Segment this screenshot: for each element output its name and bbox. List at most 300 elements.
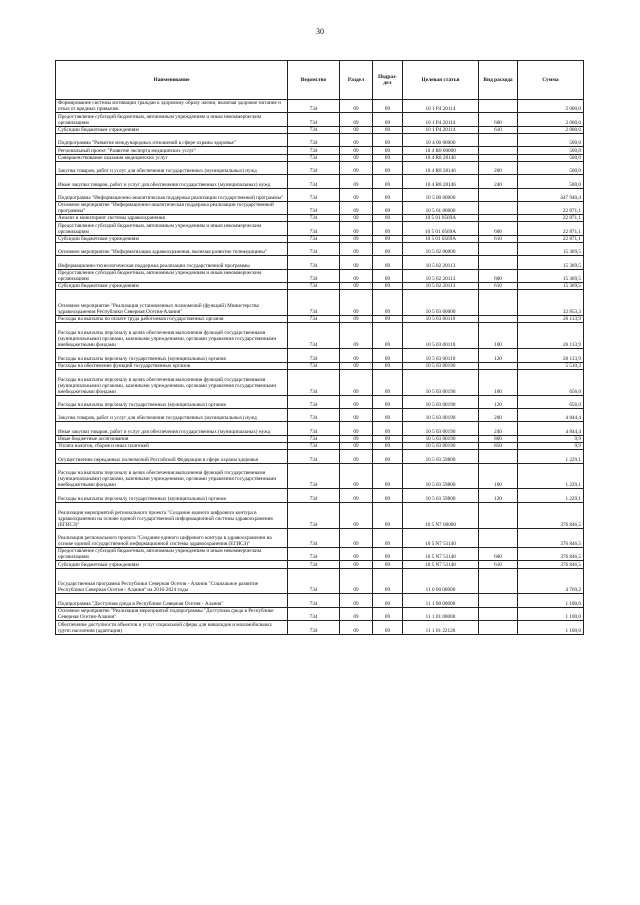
row-exp-type	[479, 528, 518, 548]
row-amount: 2 000,0	[518, 100, 584, 113]
table-row	[56, 215, 584, 222]
row-target: 10 4 R8 28146	[403, 154, 479, 161]
row-target: 10 5 01 00000	[403, 201, 479, 214]
row-exp-type: 100	[479, 463, 518, 489]
row-name: Осуществление переданных полномочий Российской Федерации в сфере охраны здоровья	[56, 450, 288, 463]
row-exp-type: 240	[479, 175, 518, 188]
row-amount: 26 113,9	[518, 349, 584, 362]
row-exp-type	[479, 188, 518, 201]
row-name: Реализация регионального проекта "Создание единого цифрового контура в здравоохранении на основе единой государственной информационной системы здравоохранения (ЕГИСЗ)"	[56, 528, 288, 548]
row-amount: 1 229,1	[518, 463, 584, 489]
row-dept: 734	[288, 316, 340, 323]
table-row	[56, 594, 584, 607]
row-section: 09	[340, 568, 373, 594]
row-amount: 9,9	[518, 442, 584, 449]
table-row	[56, 362, 584, 369]
row-amount: 1 100,0	[518, 594, 584, 607]
row-subsection: 09	[373, 235, 403, 242]
page-number: 30	[316, 27, 324, 36]
table-row	[56, 561, 584, 568]
row-amount: 22 871,1	[518, 215, 584, 222]
row-section: 09	[340, 369, 373, 395]
row-exp-type: 850	[479, 442, 518, 449]
row-section: 09	[340, 450, 373, 463]
row-exp-type: 610	[479, 126, 518, 133]
row-dept: 734	[288, 489, 340, 502]
row-dept: 734	[288, 235, 340, 242]
row-exp-type: 120	[479, 395, 518, 408]
row-dept: 734	[288, 323, 340, 349]
row-name: Субсидии бюджетным учреждениям	[56, 235, 288, 242]
row-target: 11 1 01 22120	[403, 621, 479, 634]
row-subsection: 09	[373, 215, 403, 222]
row-name: Субсидии бюджетным учреждениям	[56, 126, 288, 133]
row-subsection: 09	[373, 594, 403, 607]
table-row	[56, 607, 584, 620]
row-section: 09	[340, 349, 373, 362]
row-amount: 656,0	[518, 369, 584, 395]
table-row	[56, 369, 584, 395]
row-section: 09	[340, 161, 373, 174]
row-subsection: 09	[373, 323, 403, 349]
table-row	[56, 450, 584, 463]
row-exp-type: 120	[479, 489, 518, 502]
row-amount: 376 846,5	[518, 528, 584, 548]
table-row	[56, 188, 584, 201]
row-subsection: 09	[373, 607, 403, 620]
row-target: 10 4 00 00000	[403, 133, 479, 146]
table-row	[56, 489, 584, 502]
row-amount: 447 940,4	[518, 188, 584, 201]
row-target: 10 5 03 00190	[403, 442, 479, 449]
table-row	[56, 161, 584, 174]
row-target: 10 5 03 00000	[403, 290, 479, 316]
row-name: Государственная программа Республики Северная Осетия - Алания "Социальное развитие Республики Северная Осетия - Алания" на 2016-2024 годы	[56, 568, 288, 594]
table-row	[56, 463, 584, 489]
row-subsection: 09	[373, 621, 403, 634]
row-subsection: 09	[373, 283, 403, 290]
row-name: Уплата налогов, сборов и иных платежей	[56, 442, 288, 449]
row-dept: 734	[288, 362, 340, 369]
row-exp-type: 240	[479, 422, 518, 435]
row-exp-type: 100	[479, 369, 518, 395]
row-name: Предоставление субсидий бюджетным, автономным учреждениям и иным некоммерческим организациям	[56, 113, 288, 126]
row-amount: 376 846,5	[518, 561, 584, 568]
row-target: 10 5 02 20113	[403, 269, 479, 282]
row-exp-type	[479, 362, 518, 369]
row-section: 09	[340, 561, 373, 568]
table-row	[56, 243, 584, 256]
row-exp-type: 600	[479, 269, 518, 282]
row-amount: 22 871,1	[518, 222, 584, 235]
row-name: Расходы на обеспечение функций государственных органов	[56, 362, 288, 369]
row-subsection: 09	[373, 349, 403, 362]
row-section: 09	[340, 463, 373, 489]
table-row	[56, 621, 584, 634]
row-subsection: 09	[373, 113, 403, 126]
row-exp-type: 100	[479, 323, 518, 349]
row-exp-type	[479, 133, 518, 146]
row-amount: 15 369,5	[518, 269, 584, 282]
row-subsection: 09	[373, 528, 403, 548]
row-section: 09	[340, 256, 373, 269]
row-subsection: 09	[373, 100, 403, 113]
row-subsection: 09	[373, 290, 403, 316]
row-subsection: 09	[373, 369, 403, 395]
row-subsection: 09	[373, 269, 403, 282]
row-exp-type	[479, 256, 518, 269]
row-name: Иные бюджетные ассигнования	[56, 435, 288, 442]
row-dept: 734	[288, 188, 340, 201]
row-dept: 734	[288, 113, 340, 126]
row-subsection: 09	[373, 188, 403, 201]
row-name: Предоставление субсидий бюджетным, автономным учреждениям и иным некоммерческим организациям	[56, 222, 288, 235]
row-dept: 734	[288, 422, 340, 435]
row-dept: 734	[288, 133, 340, 146]
table-row	[56, 175, 584, 188]
row-target: 10 5 00 00000	[403, 188, 479, 201]
row-amount: 2 000,0	[518, 113, 584, 126]
row-section: 09	[340, 113, 373, 126]
row-target: 10 5 03 00110	[403, 349, 479, 362]
row-amount: 376 846,5	[518, 502, 584, 528]
row-dept: 734	[288, 126, 340, 133]
row-name: Основное мероприятие "Информатизация здравоохранения, включая развитие телемедицины"	[56, 243, 288, 256]
row-section: 09	[340, 175, 373, 188]
row-amount: 1 100,0	[518, 607, 584, 620]
row-target: 11 1 00 00000	[403, 594, 479, 607]
row-target: 10 5 N7 51140	[403, 561, 479, 568]
header-amount: Сумма	[518, 61, 584, 100]
row-dept: 734	[288, 100, 340, 113]
row-name: Субсидии бюджетным учреждениям	[56, 283, 288, 290]
row-target: 10 5 03 00190	[403, 435, 479, 442]
table-row	[56, 422, 584, 435]
header-dept: Ведомство	[288, 61, 340, 100]
row-target: 10 1 P4 20114	[403, 100, 479, 113]
row-dept: 734	[288, 290, 340, 316]
row-name: Основное мероприятие "Реализация мероприятий подпрограммы "Доступная среда в Республике Северная Осетия-Алания"	[56, 607, 288, 620]
row-dept: 734	[288, 594, 340, 607]
row-subsection: 09	[373, 561, 403, 568]
row-amount: 500,0	[518, 175, 584, 188]
row-dept: 734	[288, 147, 340, 154]
row-section: 09	[340, 126, 373, 133]
row-name: Иные закупки товаров, работ и услуг для обеспечения государственных (муниципальных) нужд	[56, 422, 288, 435]
row-section: 09	[340, 235, 373, 242]
row-amount: 376 846,5	[518, 548, 584, 561]
row-dept: 734	[288, 175, 340, 188]
row-subsection: 09	[373, 362, 403, 369]
row-amount: 5 510,3	[518, 362, 584, 369]
row-subsection: 09	[373, 175, 403, 188]
row-exp-type: 600	[479, 548, 518, 561]
row-name: Основное мероприятие "Информационно-аналитическая поддержка реализации государственной программы"	[56, 201, 288, 214]
row-dept: 734	[288, 201, 340, 214]
row-exp-type	[479, 594, 518, 607]
row-dept: 734	[288, 568, 340, 594]
row-exp-type	[479, 290, 518, 316]
row-exp-type	[479, 100, 518, 113]
row-name: Совершенствование оказания медицинских услуг	[56, 154, 288, 161]
row-target: 10 5 03 00110	[403, 323, 479, 349]
row-amount: 15 369,5	[518, 283, 584, 290]
row-section: 09	[340, 594, 373, 607]
row-section: 09	[340, 442, 373, 449]
row-dept: 734	[288, 256, 340, 269]
row-amount: 1 229,1	[518, 450, 584, 463]
row-subsection: 09	[373, 147, 403, 154]
row-target: 10 5 03 00190	[403, 362, 479, 369]
row-section: 09	[340, 395, 373, 408]
row-amount: 22 871,1	[518, 201, 584, 214]
row-amount: 22 871,1	[518, 235, 584, 242]
table-row	[56, 201, 584, 214]
row-exp-type: 610	[479, 283, 518, 290]
table-row	[56, 349, 584, 362]
row-subsection: 09	[373, 450, 403, 463]
row-dept: 734	[288, 269, 340, 282]
row-name: Закупка товаров, работ и услуг для обеспечения государственных (муниципальных) нужд	[56, 408, 288, 421]
row-target: 10 5 02 20113	[403, 256, 479, 269]
row-target: 10 5 01 0569А	[403, 215, 479, 222]
row-amount: 4 769,2	[518, 568, 584, 594]
row-exp-type	[479, 621, 518, 634]
row-section: 09	[340, 188, 373, 201]
row-exp-type: 610	[479, 235, 518, 242]
row-name: Расходы на выплаты персоналу в целях обеспечения выполнения функций государственными (муниципальными) органами, казенными учреждениями, органами управления государственными внебюджетными фондами	[56, 323, 288, 349]
row-exp-type	[479, 450, 518, 463]
row-target: 10 5 03 00110	[403, 316, 479, 323]
row-amount: 2 000,0	[518, 126, 584, 133]
row-section: 09	[340, 607, 373, 620]
row-amount: 4 844,4	[518, 408, 584, 421]
row-name: Предоставление субсидий бюджетным, автономным учреждениям и иным некоммерческим организациям	[56, 269, 288, 282]
row-subsection: 09	[373, 442, 403, 449]
row-name: Расходы на выплаты персоналу государственных (муниципальных) органов	[56, 395, 288, 408]
row-target: 10 5 03 00190	[403, 369, 479, 395]
row-name: Формирование системы мотивации граждан к здоровому образу жизни, включая здоровое питание и отказ от вредных привычек	[56, 100, 288, 113]
row-dept: 734	[288, 369, 340, 395]
table-row	[56, 147, 584, 154]
row-target: 10 5 02 20113	[403, 283, 479, 290]
row-section: 09	[340, 283, 373, 290]
row-exp-type	[479, 215, 518, 222]
header-subsection: Подраз-дел	[373, 61, 403, 100]
table-row	[56, 316, 584, 323]
row-subsection: 09	[373, 161, 403, 174]
row-dept: 734	[288, 607, 340, 620]
row-amount: 1 100,0	[518, 621, 584, 634]
row-dept: 734	[288, 621, 340, 634]
table-row	[56, 283, 584, 290]
table-row	[56, 290, 584, 316]
row-exp-type: 200	[479, 408, 518, 421]
row-section: 09	[340, 528, 373, 548]
row-amount: 26 113,9	[518, 323, 584, 349]
row-dept: 734	[288, 442, 340, 449]
row-amount: 500,0	[518, 161, 584, 174]
row-section: 09	[340, 154, 373, 161]
row-target: 10 5 N7 51140	[403, 528, 479, 548]
budget-table	[55, 60, 584, 635]
table-row	[56, 568, 584, 594]
row-subsection: 09	[373, 222, 403, 235]
row-exp-type	[479, 154, 518, 161]
row-exp-type	[479, 147, 518, 154]
row-section: 09	[340, 222, 373, 235]
row-section: 09	[340, 215, 373, 222]
row-name: Расходы на выплаты персоналу в целях обеспечения выполнения функций государственными (муниципальными) органами, казенными учреждениями, органами управления государственными внебюджетными фондами	[56, 369, 288, 395]
row-dept: 734	[288, 215, 340, 222]
row-section: 09	[340, 290, 373, 316]
row-target: 10 5 02 00000	[403, 243, 479, 256]
row-dept: 734	[288, 408, 340, 421]
row-subsection: 09	[373, 548, 403, 561]
header-section: Раздел	[340, 61, 373, 100]
table-body	[56, 100, 584, 635]
row-section: 09	[340, 422, 373, 435]
row-subsection: 09	[373, 463, 403, 489]
row-dept: 734	[288, 561, 340, 568]
row-amount: 9,9	[518, 435, 584, 442]
row-section: 09	[340, 269, 373, 282]
row-dept: 734	[288, 222, 340, 235]
row-amount: 4 844,4	[518, 422, 584, 435]
row-amount: 32 853,3	[518, 290, 584, 316]
row-target: 10 5 03 59800	[403, 463, 479, 489]
row-target: 10 5 N7 00000	[403, 502, 479, 528]
row-target: 10 4 R8 28146	[403, 161, 479, 174]
row-section: 09	[340, 243, 373, 256]
row-name: Подпрограмма "Развитие международных отношений в сфере охраны здоровья"	[56, 133, 288, 146]
row-target: 10 5 01 0569А	[403, 222, 479, 235]
table-row	[56, 235, 584, 242]
row-target: 10 5 N7 51140	[403, 548, 479, 561]
table-header-row	[56, 61, 584, 100]
row-subsection: 09	[373, 435, 403, 442]
row-section: 09	[340, 362, 373, 369]
row-target: 10 5 01 0569А	[403, 235, 479, 242]
table-row	[56, 435, 584, 442]
table-row	[56, 154, 584, 161]
row-name: Предоставление субсидий бюджетным, автономным учреждениям и иным некоммерческим организациям	[56, 548, 288, 561]
row-subsection: 09	[373, 201, 403, 214]
row-dept: 734	[288, 435, 340, 442]
row-subsection: 09	[373, 154, 403, 161]
table-row	[56, 528, 584, 548]
row-name: Расходы на выплаты персоналу государственных (муниципальных) органов	[56, 349, 288, 362]
row-name: Основное мероприятие "Реализация установленных полномочий (функций) Министерства здравоохранения Республики Северная Осетия-Алания"	[56, 290, 288, 316]
row-dept: 734	[288, 349, 340, 362]
row-subsection: 09	[373, 316, 403, 323]
row-dept: 734	[288, 283, 340, 290]
row-target: 11 0 00 00000	[403, 568, 479, 594]
row-section: 09	[340, 100, 373, 113]
row-subsection: 09	[373, 502, 403, 528]
row-name: Иные закупки товаров, работ и услуг для обеспечения государственных (муниципальных) нужд	[56, 175, 288, 188]
row-dept: 734	[288, 395, 340, 408]
row-section: 09	[340, 133, 373, 146]
row-subsection: 09	[373, 395, 403, 408]
table-row	[56, 323, 584, 349]
row-amount: 15 369,5	[518, 256, 584, 269]
row-subsection: 09	[373, 256, 403, 269]
row-amount: 26 113,9	[518, 316, 584, 323]
row-name: Расходы на выплаты по оплате труда работников государственных органов	[56, 316, 288, 323]
row-subsection: 09	[373, 422, 403, 435]
row-section: 09	[340, 408, 373, 421]
row-exp-type	[479, 502, 518, 528]
row-target: 10 1 P4 20114	[403, 113, 479, 126]
row-target: 10 1 P4 20114	[403, 126, 479, 133]
row-exp-type	[479, 568, 518, 594]
row-dept: 734	[288, 528, 340, 548]
row-target: 10 5 03 59800	[403, 489, 479, 502]
row-dept: 734	[288, 548, 340, 561]
table-row	[56, 408, 584, 421]
row-name: Расходы на выплаты персоналу государственных (муниципальных) органов	[56, 489, 288, 502]
row-exp-type	[479, 316, 518, 323]
row-exp-type	[479, 607, 518, 620]
row-exp-type: 200	[479, 161, 518, 174]
header-target: Целевая статья	[403, 61, 479, 100]
row-name: Анализ и мониторинг системы здравоохранения	[56, 215, 288, 222]
row-exp-type: 600	[479, 113, 518, 126]
table-row	[56, 442, 584, 449]
row-subsection: 09	[373, 126, 403, 133]
row-amount: 500,0	[518, 154, 584, 161]
row-section: 09	[340, 489, 373, 502]
row-amount: 500,0	[518, 147, 584, 154]
row-name: Закупка товаров, работ и услуг для обеспечения государственных (муниципальных) нужд	[56, 161, 288, 174]
row-name: Субсидии бюджетным учреждениям	[56, 561, 288, 568]
row-target: 10 4 R8 00000	[403, 147, 479, 154]
row-exp-type: 800	[479, 435, 518, 442]
row-section: 09	[340, 316, 373, 323]
row-section: 09	[340, 201, 373, 214]
row-section: 09	[340, 323, 373, 349]
row-exp-type: 120	[479, 349, 518, 362]
row-subsection: 09	[373, 243, 403, 256]
row-target: 10 5 03 00190	[403, 422, 479, 435]
table-row	[56, 133, 584, 146]
table-row	[56, 502, 584, 528]
table-row	[56, 395, 584, 408]
row-dept: 734	[288, 502, 340, 528]
row-subsection: 09	[373, 568, 403, 594]
row-name: Подпрограмма "Доступная среда в Республике Северная Осетия - Алания"	[56, 594, 288, 607]
row-subsection: 09	[373, 489, 403, 502]
table-row	[56, 126, 584, 133]
row-dept: 734	[288, 463, 340, 489]
row-subsection: 09	[373, 133, 403, 146]
table-row	[56, 222, 584, 235]
row-amount: 500,0	[518, 133, 584, 146]
row-name: Информационно-технологическая поддержка реализации государственной программы	[56, 256, 288, 269]
table-row	[56, 269, 584, 282]
row-target: 10 5 03 00190	[403, 395, 479, 408]
row-exp-type: 600	[479, 222, 518, 235]
row-target: 10 5 03 59800	[403, 450, 479, 463]
row-section: 09	[340, 435, 373, 442]
table-row	[56, 100, 584, 113]
row-name: Расходы на выплаты персоналу в целях обеспечения выполнения функций государственными (муниципальными) органами, казенными учреждениями, органами управления государственными внебюджетными фондами	[56, 463, 288, 489]
row-dept: 734	[288, 154, 340, 161]
row-subsection: 09	[373, 408, 403, 421]
row-target: 10 5 03 00190	[403, 408, 479, 421]
table-row	[56, 113, 584, 126]
